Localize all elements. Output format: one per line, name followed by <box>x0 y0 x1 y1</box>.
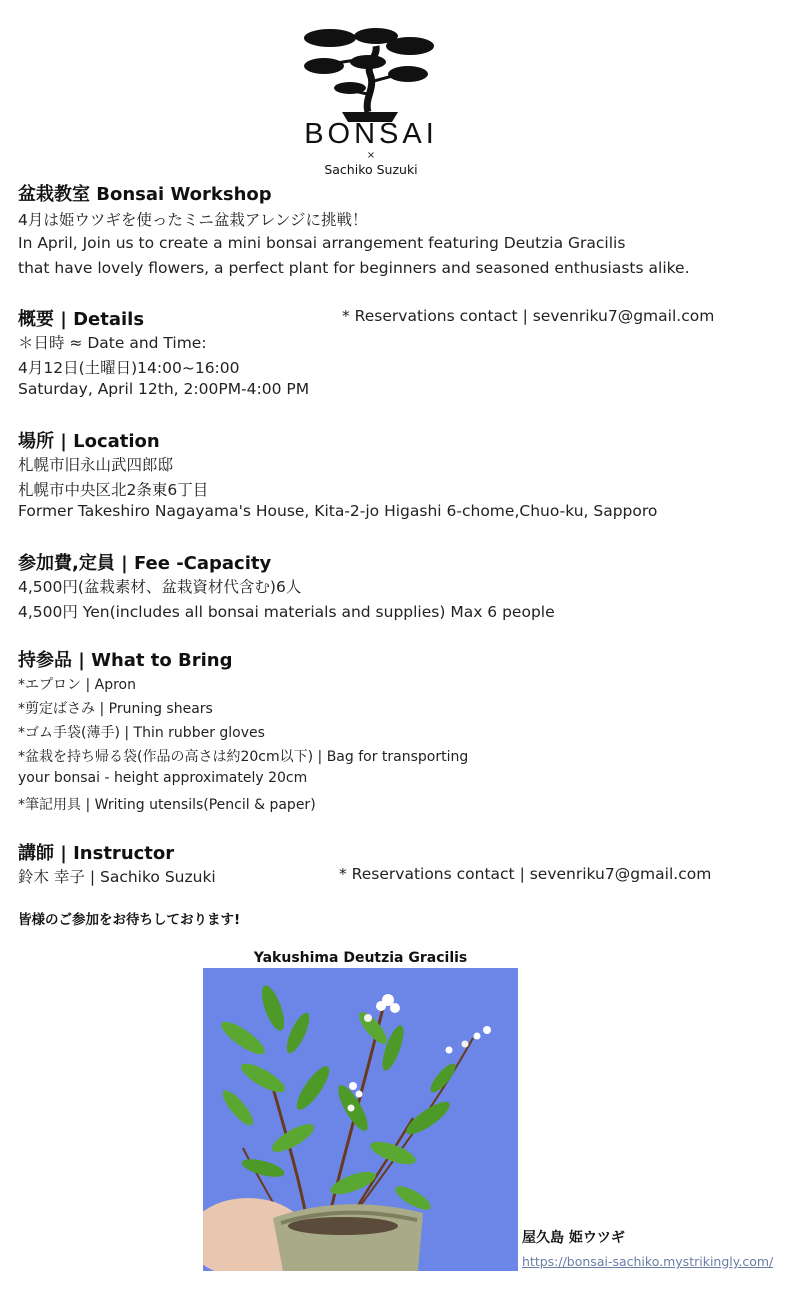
date-time-en: Saturday, April 12th, 2:00PM-4:00 PM <box>18 380 310 398</box>
details-heading: 概要 | Details <box>18 309 145 330</box>
closing-message: 皆様のご参加をお待ちしております! <box>18 912 241 928</box>
location-jp-address: 札幌市中央区北2条東6丁目 <box>18 481 209 499</box>
logo-wordmark: BONSAI <box>304 118 438 150</box>
reservation-contact: * Reservations contact | sevenriku7@gmail.com <box>342 307 715 325</box>
instructor-name: 鈴木 幸子 | Sachiko Suzuki <box>18 868 216 886</box>
fee-heading: 参加費,定員 | Fee -Capacity <box>18 553 272 574</box>
location-heading: 場所 | Location <box>18 431 160 452</box>
logo-x-mark: × <box>366 150 376 161</box>
intro-en-line2: that have lovely flowers, a perfect plant for beginners and seasoned enthusiasts alike. <box>18 259 690 277</box>
intro-en-line1: In April, Join us to create a mini bonsai arrangement featuring Deutzia Gracilis <box>18 234 626 252</box>
photo-label: 屋久島 姫ウツギ <box>522 1230 625 1246</box>
deutzia-plant-illustration <box>203 968 518 1271</box>
bring-item: *筆記用具 | Writing utensils(Pencil & paper) <box>18 797 316 813</box>
photo-caption: Yakushima Deutzia Gracilis <box>253 950 468 966</box>
date-time-label: ＊日時 ≈ Date and Time: <box>18 334 207 352</box>
bring-item: *盆栽を持ち帰る袋(作品の高さは約20cm以下) | Bag for transporting <box>18 749 469 765</box>
website-link[interactable]: https://bonsai-sachiko.mystrikingly.com/ <box>522 1254 774 1269</box>
intro-jp: 4月は姫ウツギを使ったミニ盆栽アレンジに挑戦！ <box>18 211 368 229</box>
instructor-contact: * Reservations contact | sevenriku7@gmail.com <box>339 865 712 883</box>
location-jp-name: 札幌市旧永山武四郎邸 <box>18 456 174 474</box>
bring-item: *剪定ばさみ | Pruning shears <box>18 701 213 717</box>
date-time-jp: 4月12日(土曜日)14:00~16:00 <box>18 359 240 377</box>
fee-jp: 4,500円(盆栽素材、盆栽資材代含む)6人 <box>18 578 302 596</box>
bring-heading: 持参品 | What to Bring <box>18 650 233 671</box>
deutzia-photo <box>203 968 518 1271</box>
bring-item: your bonsai - height approximately 20cm <box>18 770 308 786</box>
workshop-title: 盆栽教室 Bonsai Workshop <box>18 184 272 205</box>
bring-item: *エプロン | Apron <box>18 677 136 693</box>
location-en: Former Takeshiro Nagayama's House, Kita-2-jo Higashi 6-chome,Chuo-ku, Sapporo <box>18 502 658 520</box>
fee-en: 4,500円 Yen(includes all bonsai materials and supplies) Max 6 people <box>18 603 555 621</box>
instructor-heading: 講師 | Instructor <box>18 843 175 864</box>
bring-item: *ゴム手袋(薄手) | Thin rubber gloves <box>18 725 265 741</box>
logo-name: Sachiko Suzuki <box>324 162 418 177</box>
